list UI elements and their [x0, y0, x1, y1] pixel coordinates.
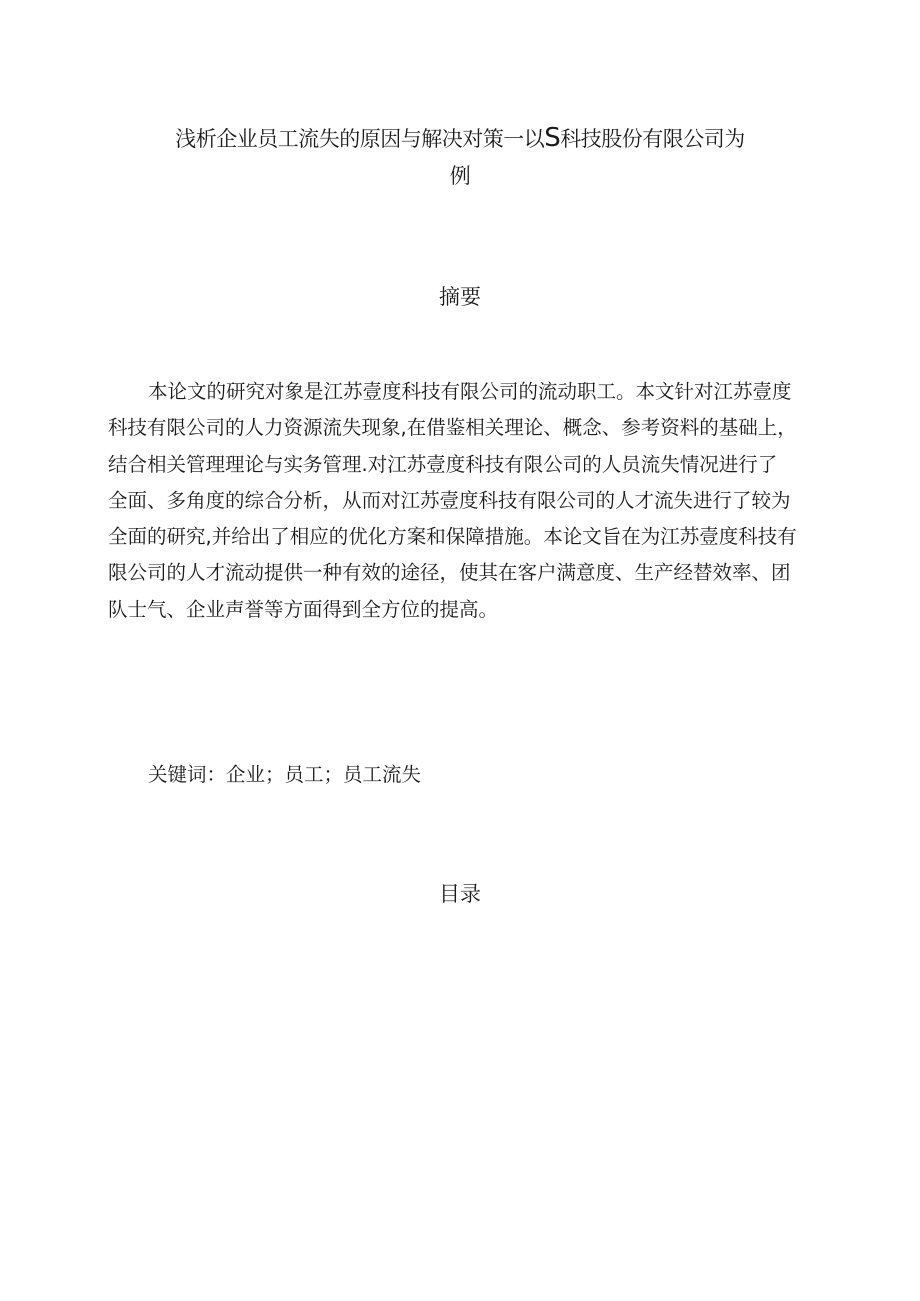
document-title-line-1	[0, 123, 920, 154]
abstract-body	[108, 374, 818, 628]
title-text-part-2: 科技股份有限公司为	[560, 127, 745, 151]
abstract-line: 本论文的研究对象是江苏壹度科技有限公司的流动职工。本文针对江苏壹度	[148, 380, 792, 403]
keywords-line: 关键词：企业；员工；员工流失	[148, 763, 422, 786]
abstract-line: 限公司的人才流动提供一种有效的途径，使其在客户满意度、生产经替效率、团	[108, 561, 791, 585]
title-company-letter: S	[544, 123, 561, 153]
abstract-line: 全面的研究,并给出了相应的优化方案和保障措施。本论文旨在为江苏壹度科技有	[108, 525, 797, 549]
abstract-line: 科技有限公司的人力资源流失现象,在借鉴相关理论、概念、参考资料的基础上，	[108, 416, 797, 440]
toc-heading: 目录	[439, 882, 481, 906]
title-text-part-1: 浅析企业员工流失的原因与解决对策一以	[175, 127, 545, 151]
document-title-line-2: 例	[449, 164, 471, 188]
abstract-heading: 摘要	[439, 285, 481, 309]
abstract-line: 全面、多角度的综合分析，从而对江苏壹度科技有限公司的人才流失进行了较为	[108, 488, 791, 512]
abstract-line: 队士气、企业声誉等方面得到全方位的提高。	[108, 597, 499, 621]
abstract-line: 结合相关管理理论与实务管理.对江苏壹度科技有限公司的人员流失情况进行了	[108, 452, 778, 476]
